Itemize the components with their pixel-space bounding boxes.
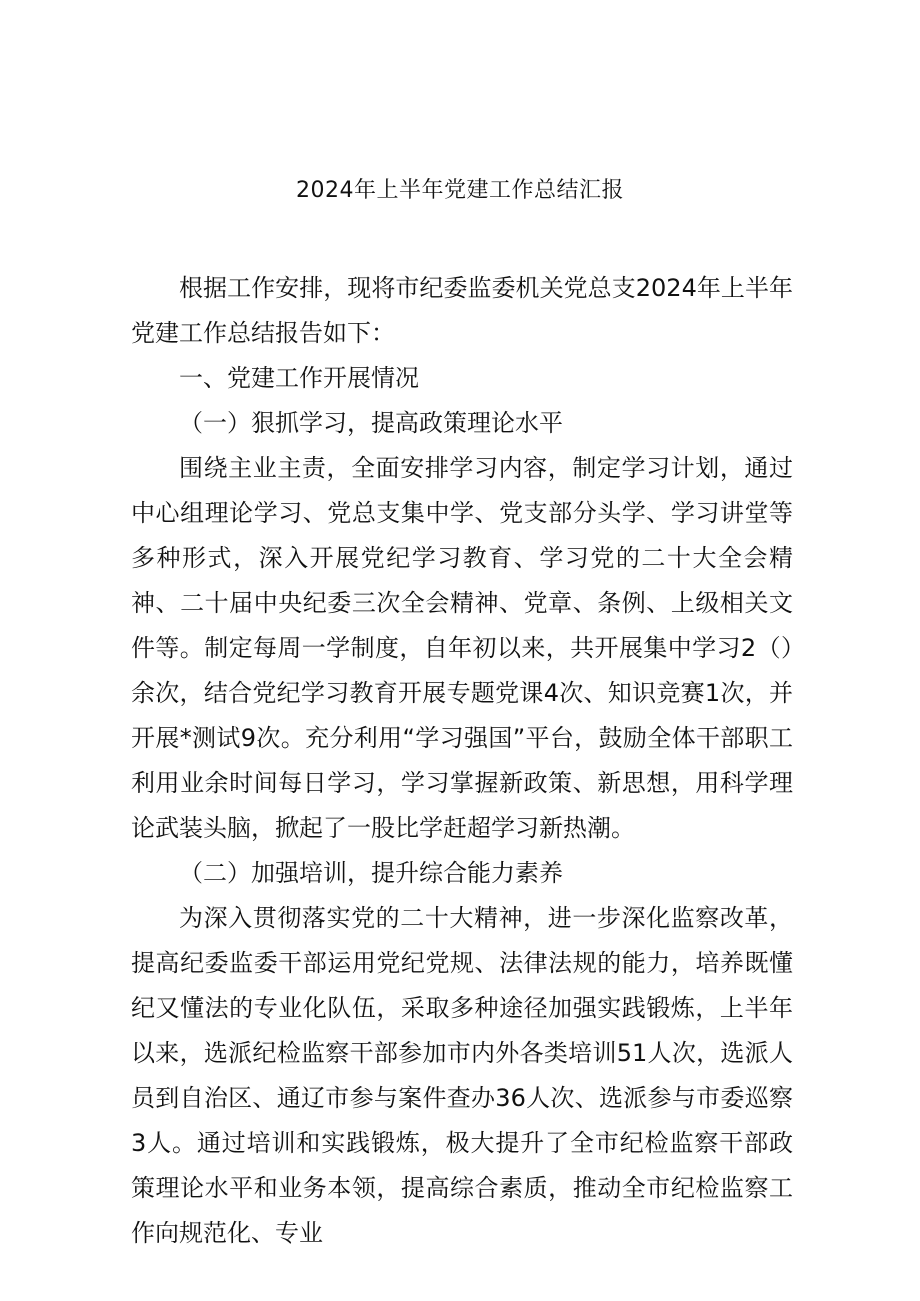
subsection-heading-1: （一）狠抓学习，提高政策理论水平 — [179, 409, 563, 437]
document-title: 2024年上半年党建工作总结汇报 — [296, 178, 624, 203]
subsection-heading-2: （二）加强培训，提升综合能力素养 — [179, 859, 563, 887]
document-body — [131, 266, 793, 1256]
subsection-body-1: 围绕主业主责，全面安排学习内容，制定学习计划，通过中心组理论学习、党总支集中学、党支部分头学、学习讲堂等多种形式，深入开展党纪学习教育、学习党的二十大全会精神、二十届中央纪委三次全会精神、党章、条例、上级相关文件等。制定每周一学制度，自年初以来，共开展集中学习2（）余次，结合党纪学习教育开展专题党课4次、知识竞赛1次，并开展*测试9次。充分利用“学习强国”平台，鼓励全体干部职工利用业余时间每日学习，学习掌握新政策、新思想，用科学理论武装头脑，掀起了一股比学赶超学习新热潮。 — [131, 454, 793, 842]
intro-paragraph: 根据工作安排，现将市纪委监委机关党总支2024年上半年党建工作总结报告如下： — [131, 274, 793, 347]
subsection-body-2: 为深入贯彻落实党的二十大精神，进一步深化监察改革，提高纪委监委干部运用党纪党规、法律法规的能力，培养既懂纪又懂法的专业化队伍，采取多种途径加强实践锻炼，上半年以来，选派纪检监察干部参加市内外各类培训51人次，选派人员到自治区、通辽市参与案件查办36人次、选派参与市委巡察3人。通过培训和实践锻炼，极大提升了全市纪检监察干部政策理论水平和业务本领，提高综合素质，推动全市纪检监察工作向规范化、专业 — [131, 904, 793, 1247]
section-heading: 一、党建工作开展情况 — [179, 364, 419, 392]
